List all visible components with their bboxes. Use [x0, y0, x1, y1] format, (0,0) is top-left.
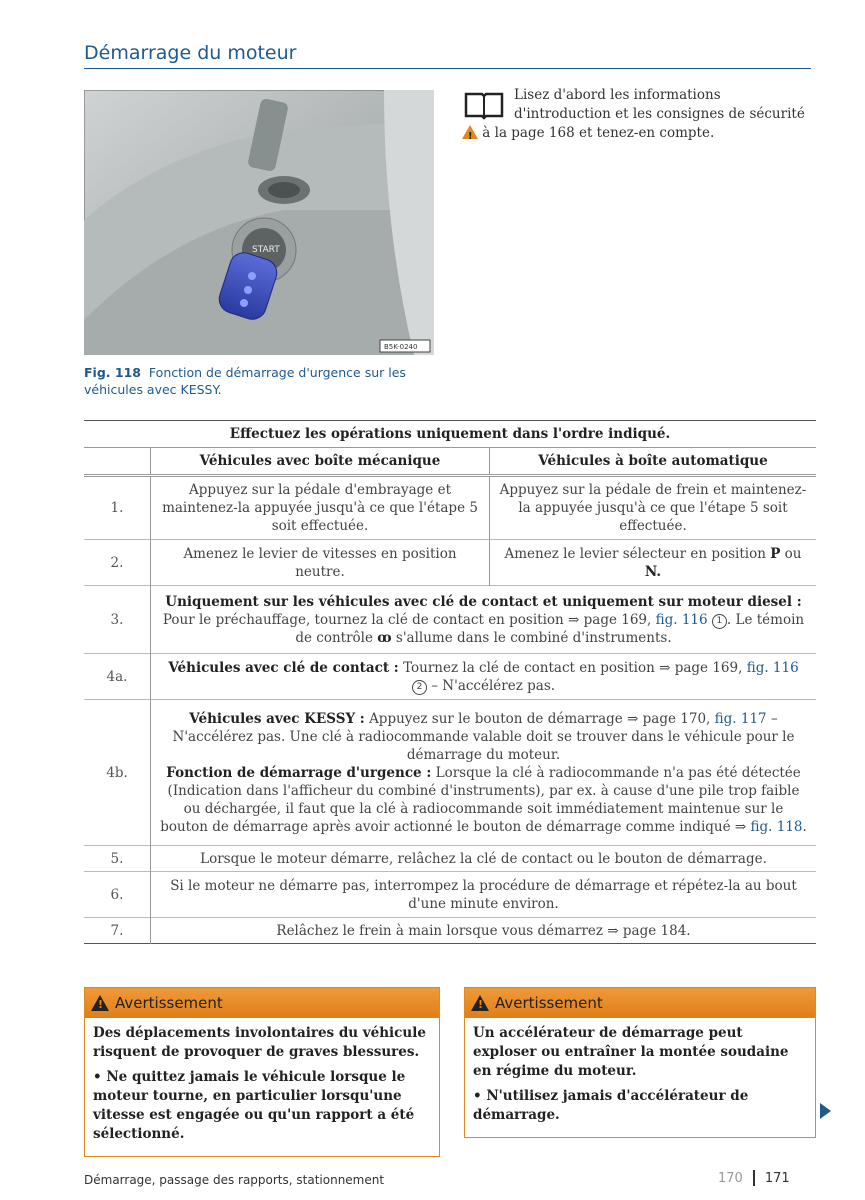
fig-link[interactable]: fig. 116 [655, 611, 708, 628]
intro-text-2: à la page 168 et tenez-en compte. [482, 125, 715, 141]
step-number: 1. [84, 476, 151, 540]
step3-text: Uniquement sur les véhicules avec clé de contact et uniquement sur moteur diesel : Pour le préchauffage, tournez la clé de contact en position ⇒ page 169, fig. 116 1 . Le témoin de contrôle ꝏ s'allume dans le combiné d'instruments. [162, 593, 805, 646]
step1-auto: Appuyez sur la pédale de frein et maintenez-la appuyée jusqu'à ce que l'étape 5 soit effectuée. [499, 482, 807, 534]
warning-title: Avertissement [495, 994, 603, 1012]
step-number: 7. [84, 918, 151, 944]
table-row [84, 586, 816, 654]
intro-note [462, 86, 814, 143]
warning-icon [91, 995, 109, 1011]
page-divider [753, 1170, 755, 1186]
fig-link[interactable]: fig. 117 [714, 710, 767, 727]
col-num [84, 448, 151, 476]
caption-text: Fonction de démarrage d'urgence sur les véhicules avec KESSY. [84, 365, 406, 397]
step2-manual: Amenez le levier de vitesses en position neutre. [151, 540, 490, 586]
col-manual: Véhicules avec boîte mécanique [151, 448, 490, 476]
step-number: 3. [84, 586, 151, 654]
page-number: 171 [764, 1171, 790, 1186]
figure-code: B5K-0240 [384, 343, 418, 351]
glow-plug-icon: ꝏ [377, 629, 392, 646]
warning-box-right [464, 987, 816, 1138]
heading-rule [84, 68, 811, 69]
page-heading: Démarrage du moteur [84, 42, 297, 64]
warning-text: Un accélérateur de démarrage peut exploser ou entraîner la montée soudaine en régime du moteur. [473, 1025, 789, 1079]
table-row [84, 540, 816, 586]
step4a-text: Véhicules avec clé de contact : Tournez la clé de contact en position ⇒ page 169, fig. 116 2 – N'accélérez pas. [168, 659, 799, 694]
warning-title: Avertissement [115, 994, 223, 1012]
col-auto: Véhicules à boîte automatique [490, 448, 817, 476]
warning-bullet: • N'utilisez jamais d'accélérateur de démarrage. [473, 1088, 749, 1123]
warning-box-left [84, 987, 440, 1157]
steps-table [84, 420, 816, 944]
warning-header [85, 988, 439, 1018]
warning-icon [462, 125, 478, 139]
step-number: 5. [84, 846, 151, 872]
step6-text: Si le moteur ne démarre pas, interrompez la procédure de démarrage et répétez-la au bout d'une minute environ. [170, 877, 797, 912]
callout-circle: 1 [712, 614, 727, 629]
step-number: 4a. [84, 654, 151, 700]
table-row [84, 476, 816, 540]
intro-text-1: Lisez d'abord les informations d'introduction et les consignes de sécurité [514, 87, 805, 122]
step7-text: Relâchez le frein à main lorsque vous démarrez ⇒ page 184. [276, 922, 691, 939]
table-row [84, 700, 816, 846]
warning-text: Des déplacements involontaires du véhicule risquent de provoquer de graves blessures. [93, 1025, 426, 1060]
table-row [84, 654, 816, 700]
page-numbers [718, 1170, 790, 1186]
warning-bullet: • Ne quittez jamais le véhicule lorsque le moteur tourne, en particulier lorsqu'une vitesse est engagée ou qu'un rapport a été sélectionné. [93, 1069, 415, 1142]
step-number: 6. [84, 872, 151, 918]
fig-link[interactable]: fig. 118 [750, 818, 803, 835]
table-row [84, 918, 816, 944]
warning-header [465, 988, 815, 1018]
prev-page-number: 170 [718, 1171, 743, 1186]
step4b-text: Véhicules avec KESSY : Appuyez sur le bouton de démarrage ⇒ page 170, fig. 117 – N'accélérez pas. Une clé à radiocommande valable doit se trouver dans le véhicule pour le démarrage du moteur. Fonction de démarrage d'urgence : Lorsque la clé à radiocommande n'a pas été détectée (Indication dans l'afficheur du combiné d'instruments), par ex. à cause d'une pile trop faible ou déchargée, il faut que la clé à radiocommande soit immédiatement maintenue sur le bouton de démarrage après avoir actionné le bouton de démarrage comme indiqué ⇒ fig. 118. [160, 710, 807, 835]
start-button-label: START [252, 245, 280, 255]
step1-manual: Appuyez sur la pédale d'embrayage et maintenez-la appuyée jusqu'à ce que l'étape 5 soit effectuée. [151, 476, 490, 540]
step-number: 4b. [84, 700, 151, 846]
emergency-start-figure [84, 90, 434, 355]
table-row [84, 846, 816, 872]
caption-label: Fig. 118 [84, 365, 141, 380]
fig-link[interactable]: fig. 116 [746, 659, 799, 676]
step-number: 2. [84, 540, 151, 586]
figure-caption [84, 364, 444, 398]
callout-circle: 2 [412, 680, 427, 695]
continue-arrow-icon [820, 1103, 831, 1119]
table-row [84, 872, 816, 918]
book-icon [462, 90, 506, 120]
footer-section: Démarrage, passage des rapports, stationnement [84, 1173, 385, 1187]
step2-auto: Amenez le levier sélecteur en position P ou N. [504, 545, 802, 580]
table-title: Effectuez les opérations uniquement dans l'ordre indiqué. [84, 421, 816, 448]
warning-icon [471, 995, 489, 1011]
step5-text: Lorsque le moteur démarre, relâchez la clé de contact ou le bouton de démarrage. [200, 850, 767, 867]
